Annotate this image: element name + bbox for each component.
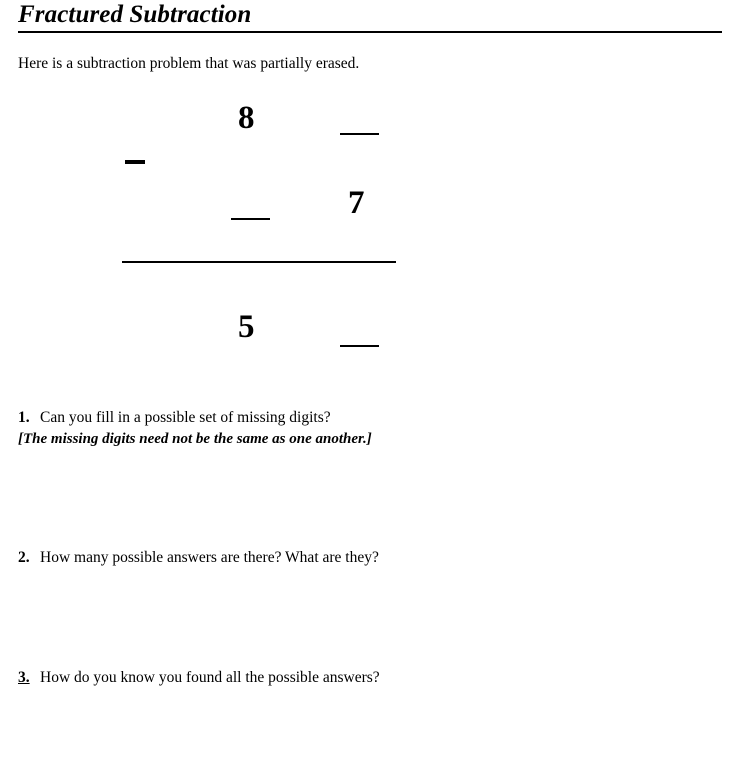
question-2-text: How many possible answers are there? What are they? bbox=[40, 549, 379, 566]
question-3-number: 3. bbox=[18, 669, 30, 686]
question-3-text: How do you know you found all the possible answers? bbox=[40, 669, 380, 686]
question-item-1 bbox=[18, 409, 331, 427]
minuend-ones-blank bbox=[340, 133, 379, 135]
intro-paragraph: Here is a subtraction problem that was partially erased. bbox=[18, 55, 360, 72]
question-item-2 bbox=[18, 549, 379, 567]
difference-ones-blank bbox=[340, 345, 379, 347]
page-title: Fractured Subtraction bbox=[18, 1, 252, 28]
subtraction-problem bbox=[0, 90, 731, 365]
question-2-number: 2. bbox=[18, 549, 30, 566]
difference-tens-digit: 5 bbox=[238, 309, 255, 345]
title-divider bbox=[18, 31, 722, 33]
question-1-number: 1. bbox=[18, 409, 30, 426]
subtrahend-tens-blank bbox=[231, 218, 270, 220]
question-1-note: [The missing digits need not be the same as one another.] bbox=[18, 431, 372, 447]
minus-operator-icon bbox=[125, 160, 145, 164]
subtrahend-ones-digit: 7 bbox=[348, 185, 365, 221]
question-1-text: Can you fill in a possible set of missing digits? bbox=[40, 409, 331, 426]
minuend-tens-digit: 8 bbox=[238, 100, 255, 136]
problem-divider bbox=[122, 261, 396, 263]
question-item-3 bbox=[18, 669, 380, 687]
